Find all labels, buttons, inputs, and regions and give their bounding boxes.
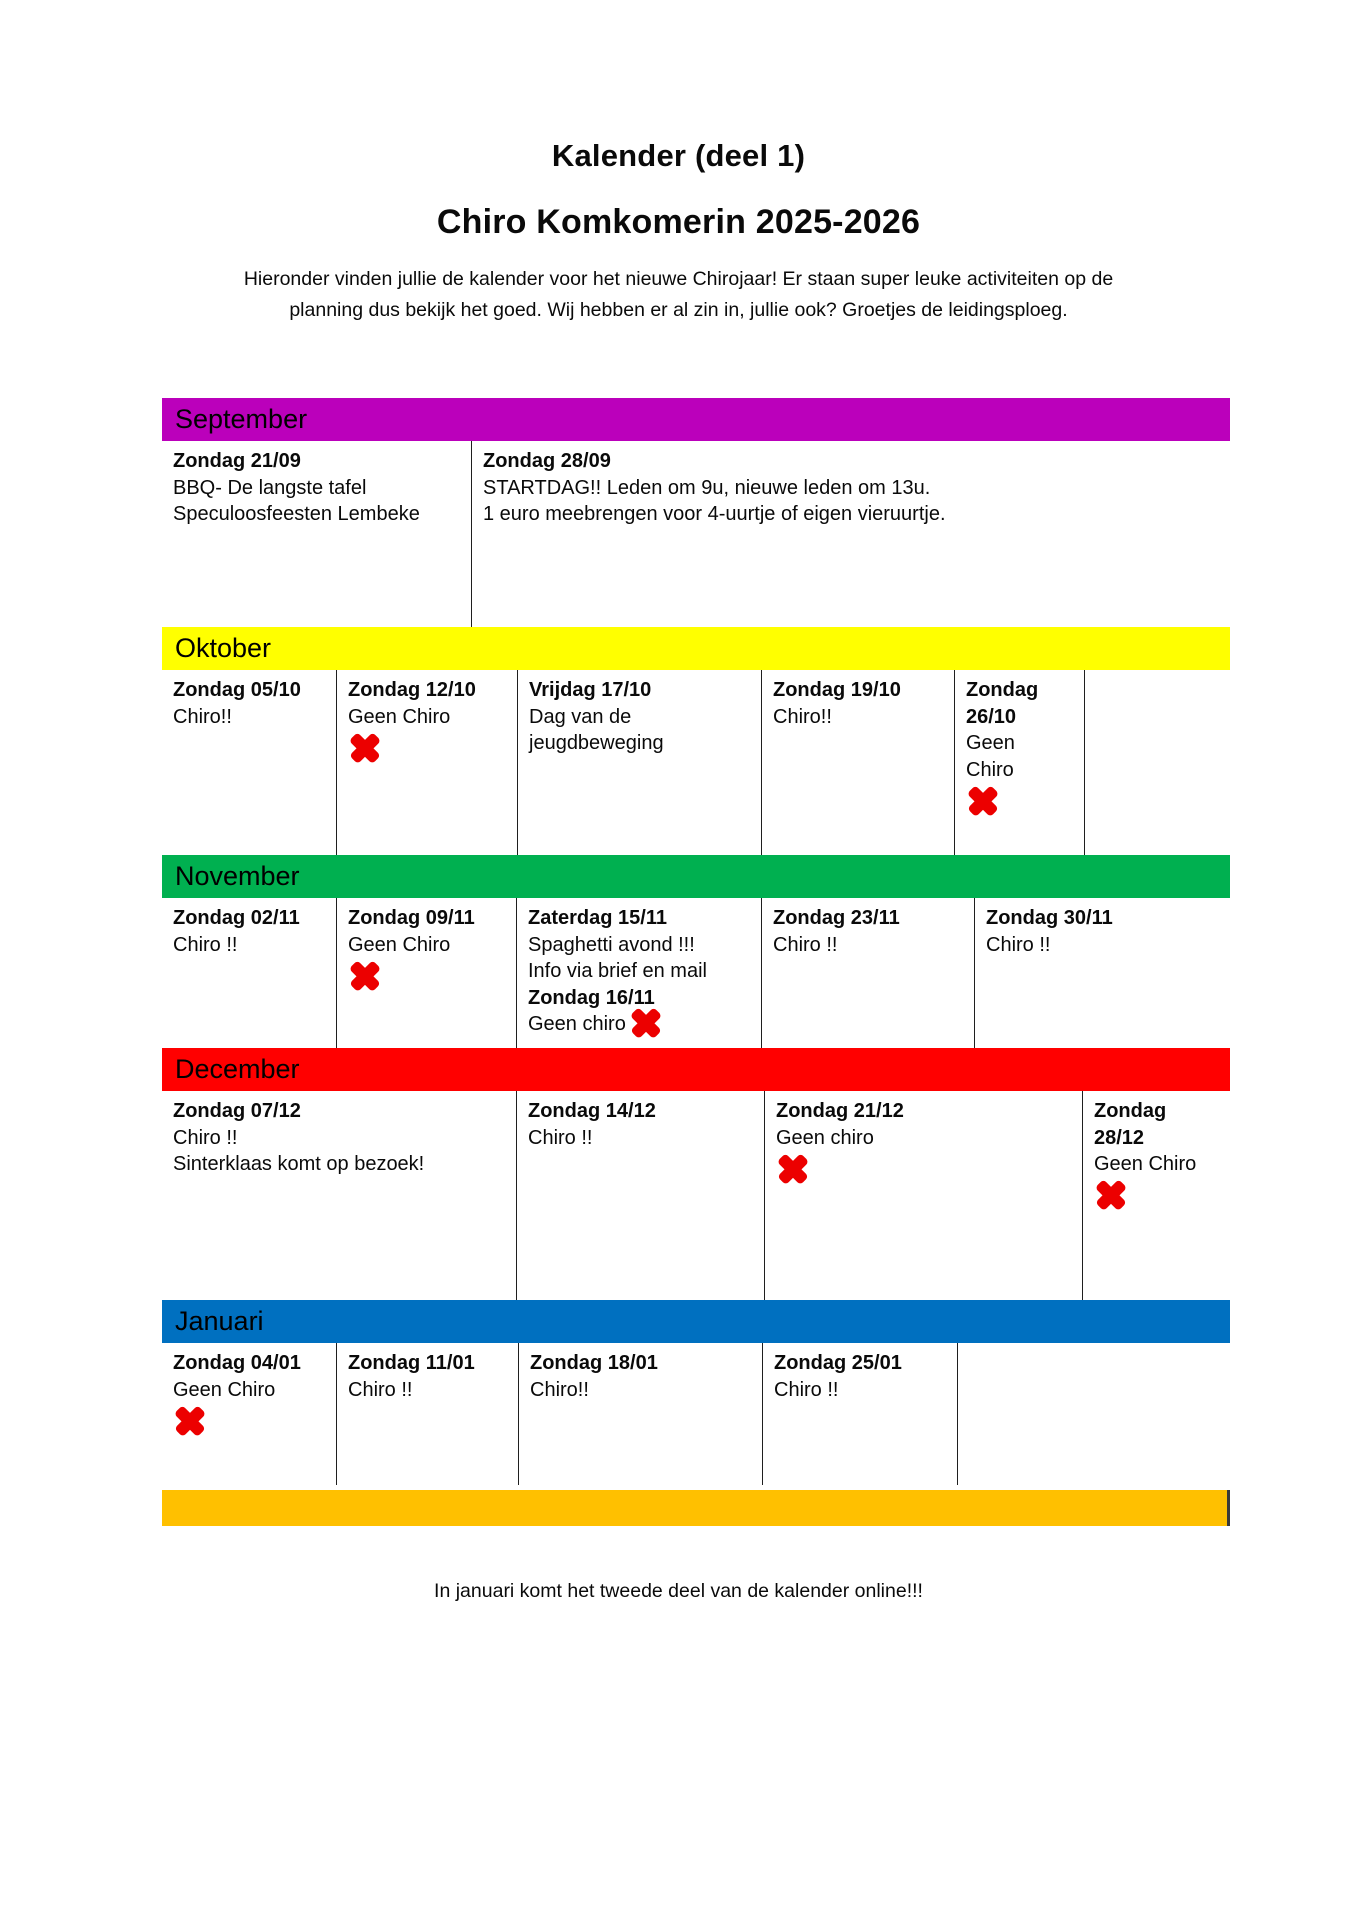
- cell-note: Chiro !!: [528, 1126, 593, 1149]
- cell-date: Zondag 21/12: [776, 1100, 904, 1122]
- cell-date: Zondag: [1094, 1100, 1167, 1122]
- cell-note: Chiro!!: [530, 1378, 589, 1401]
- intro-text: [0, 264, 1357, 326]
- cell-date: Zondag 16/11: [528, 986, 655, 1009]
- cell-date: 28/12: [1094, 1126, 1145, 1149]
- intro-line-2: planning dus bekijk het goed. Wij hebben er al zin in, jullie ook? Groetjes de leidingsploeg.: [289, 299, 1068, 321]
- no-chiro-cross-icon: [175, 1407, 205, 1434]
- calendar-cell: [472, 441, 1230, 627]
- month-header-januari: [162, 1300, 1230, 1343]
- calendar-cell: [975, 898, 1230, 1048]
- cell-date: Zondag 30/11: [986, 907, 1113, 929]
- cell-note: Geen: [966, 732, 1015, 754]
- calendar-cell: [337, 1343, 519, 1485]
- month-row-oktober: [162, 670, 1230, 855]
- cell-date: Vrijdag 17/10: [529, 679, 652, 701]
- cell-date: Zondag: [966, 679, 1039, 701]
- cell-date: Zondag 25/01: [774, 1352, 902, 1374]
- cell-note: Sinterklaas komt op bezoek!: [173, 1153, 425, 1175]
- month-row-december: [162, 1091, 1230, 1300]
- calendar-cell: [162, 898, 337, 1048]
- cell-note: Chiro !!: [774, 1378, 839, 1401]
- cell-note: Speculoosfeesten Lembeke: [173, 503, 420, 525]
- calendar-cell: [517, 1091, 765, 1300]
- cell-note: Geen Chiro: [1094, 1153, 1197, 1175]
- calendar-cell: [762, 898, 975, 1048]
- cell-note: Chiro !!: [348, 1378, 413, 1401]
- calendar-cell: [763, 1343, 958, 1485]
- cell-note: Dag van de: [529, 705, 632, 728]
- cell-note: Chiro!!: [173, 705, 232, 728]
- cell-date: Zondag 19/10: [773, 679, 901, 701]
- page-title: Kalender (deel 1): [551, 138, 806, 173]
- calendar-cell: [519, 1343, 763, 1485]
- calendar-cell: [162, 670, 337, 855]
- cell-date: Zondag 02/11: [173, 907, 300, 929]
- calendar-cell: [955, 670, 1085, 855]
- month-label-september: September: [175, 404, 308, 434]
- cell-note: Spaghetti avond !!!: [528, 933, 695, 956]
- cell-note: Info via brief en mail: [528, 960, 707, 982]
- calendar-table: [162, 398, 1230, 1485]
- no-chiro-cross-icon: [968, 787, 998, 814]
- no-chiro-cross-icon: [631, 1010, 661, 1037]
- cell-note: Geen Chiro: [348, 933, 451, 956]
- cell-note: Chiro !!: [986, 933, 1051, 956]
- no-chiro-cross-icon: [778, 1155, 808, 1182]
- month-label-januari: Januari: [175, 1306, 264, 1336]
- month-header-oktober: [162, 627, 1230, 670]
- cell-note: Geen Chiro: [348, 705, 451, 728]
- calendar-cell: [762, 670, 955, 855]
- month-header-november: [162, 855, 1230, 898]
- month-label-oktober: Oktober: [175, 633, 272, 663]
- no-chiro-cross-icon: [1096, 1182, 1126, 1209]
- month-header-september: [162, 398, 1230, 441]
- calendar-cell: [765, 1091, 1083, 1300]
- calendar-cell: [958, 1343, 1230, 1485]
- footer-note: In januari komt het tweede deel van de kalender online!!!: [434, 1580, 923, 1602]
- cell-note: Chiro: [966, 758, 1014, 781]
- no-chiro-cross-icon: [350, 962, 380, 989]
- cell-date: Zondag 18/01: [530, 1352, 658, 1374]
- month-label-november: November: [175, 861, 300, 891]
- cell-note: BBQ- De langste tafel: [173, 476, 367, 499]
- calendar-cell: [337, 898, 517, 1048]
- cell-date: Zondag 28/09: [483, 450, 611, 472]
- cell-note: Chiro !!: [173, 933, 238, 956]
- cell-note: Chiro !!: [773, 933, 838, 956]
- cell-date: Zaterdag 15/11: [528, 907, 667, 929]
- calendar-cell: [162, 1343, 337, 1485]
- cell-date: Zondag 11/01: [348, 1352, 475, 1374]
- calendar-cell: [518, 670, 762, 855]
- cell-date: Zondag 05/10: [173, 679, 301, 701]
- intro-line-1: Hieronder vinden jullie de kalender voor het nieuwe Chirojaar! Er staan super leuke activiteiten op de: [243, 268, 1114, 290]
- month-row-januari: [162, 1343, 1230, 1485]
- calendar-cell: [162, 1091, 517, 1300]
- cell-date: Zondag 21/09: [173, 450, 301, 472]
- calendar-cell: [1085, 670, 1230, 855]
- cell-note: 1 euro meebrengen voor 4-uurtje of eigen vieruurtje.: [483, 503, 946, 525]
- cell-date: Zondag 14/12: [528, 1100, 656, 1122]
- cell-note: Chiro!!: [773, 705, 832, 728]
- page-subtitle: Chiro Komkomerin 2025-2026: [436, 203, 921, 241]
- cell-note: jeugdbeweging: [529, 732, 664, 754]
- cell-note: STARTDAG!! Leden om 9u, nieuwe leden om 13u.: [483, 476, 931, 499]
- cell-note: Geen Chiro: [173, 1378, 276, 1401]
- cell-date: Zondag 04/01: [173, 1352, 301, 1374]
- cell-date: 26/10: [966, 705, 1017, 728]
- cell-date: Zondag 12/10: [348, 679, 476, 701]
- cell-note: Chiro !!: [173, 1126, 238, 1149]
- calendar-cell: [337, 670, 518, 855]
- month-header-december: [162, 1048, 1230, 1091]
- cell-note: Geen chiro: [776, 1126, 874, 1149]
- cell-date: Zondag 09/11: [348, 907, 475, 929]
- month-row-november: [162, 898, 1230, 1048]
- month-label-december: December: [175, 1054, 300, 1084]
- bottom-accent-bar: [162, 1490, 1230, 1526]
- cell-date: Zondag 23/11: [773, 907, 900, 929]
- calendar-cell: [517, 898, 762, 1048]
- no-chiro-cross-icon: [350, 734, 380, 761]
- cell-note: Geen chiro: [528, 1011, 755, 1038]
- month-row-september: [162, 441, 1230, 627]
- calendar-cell: [162, 441, 472, 627]
- cell-date: Zondag 07/12: [173, 1100, 301, 1122]
- calendar-cell: [1083, 1091, 1230, 1300]
